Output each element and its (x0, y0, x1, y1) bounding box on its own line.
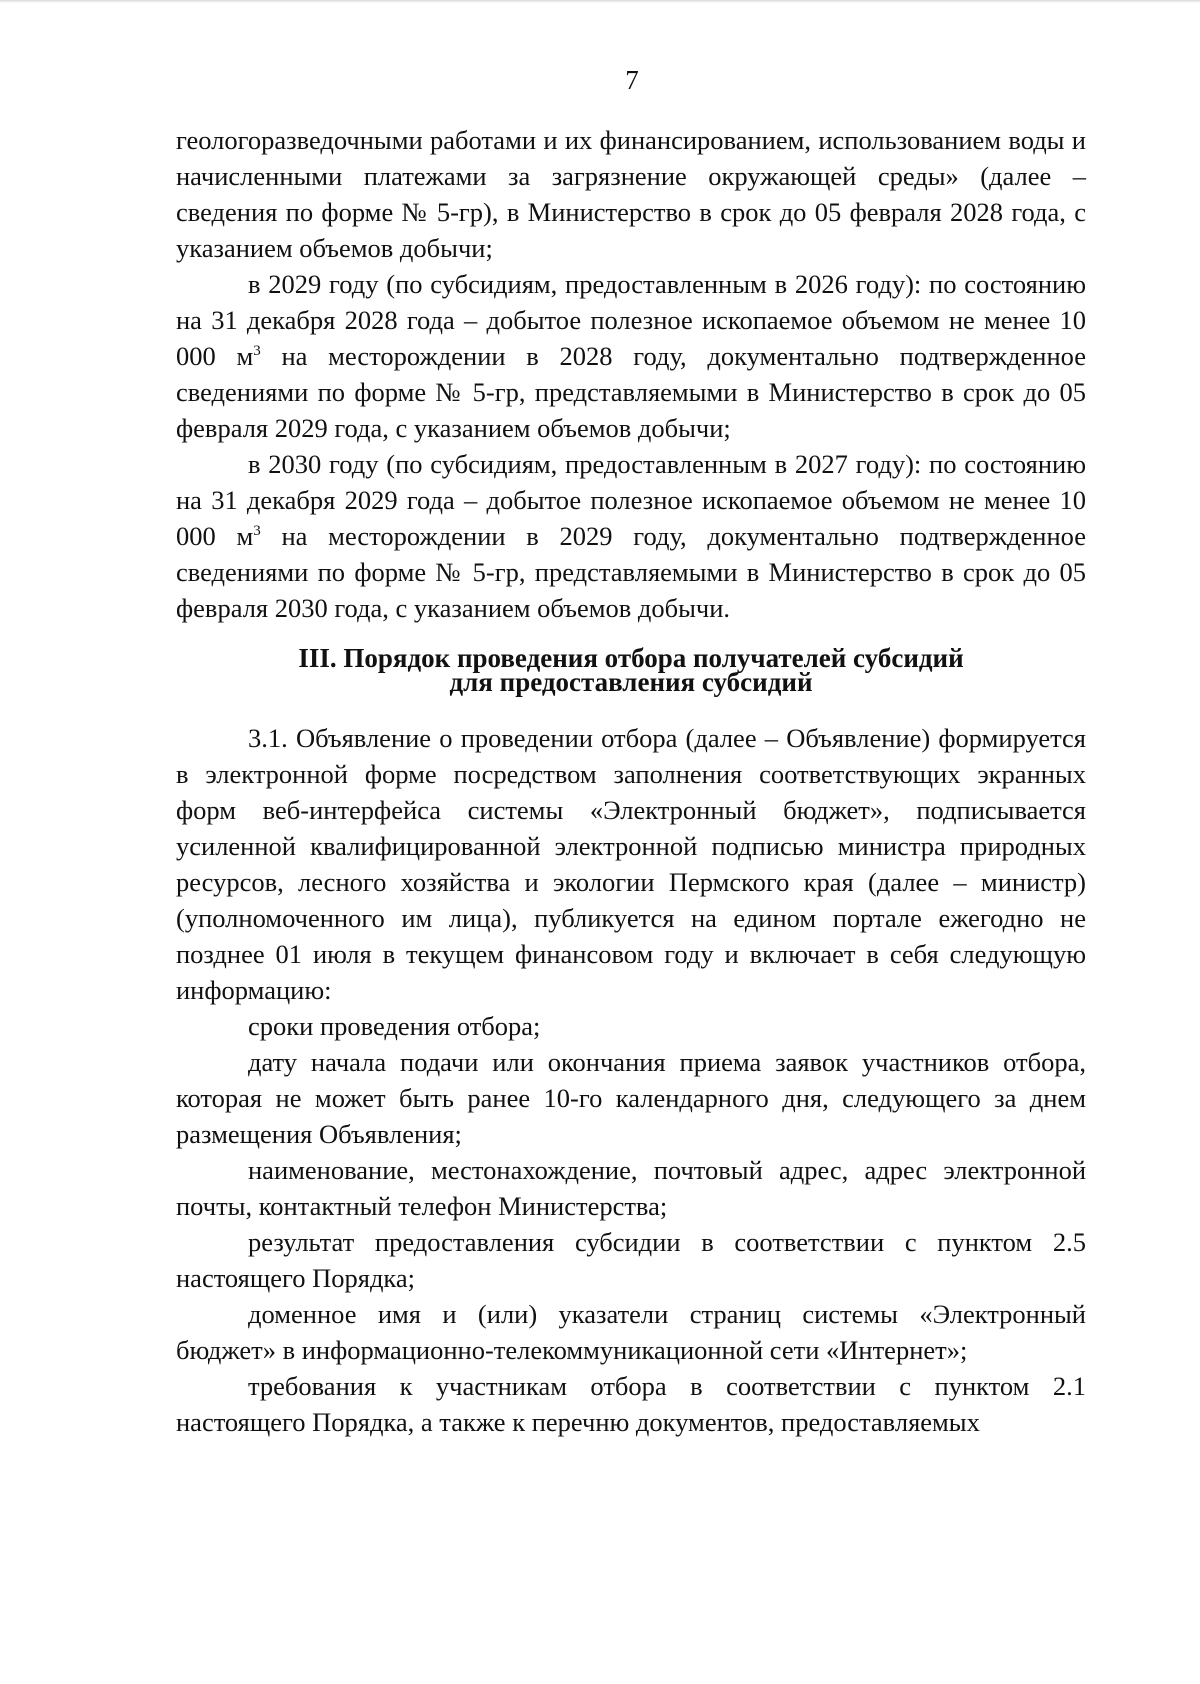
page-number: 7 (625, 65, 639, 95)
list-item: сроки проведения отбора; (248, 1011, 541, 1041)
paragraph-2029-text-b: на месторождении в 2028 году, документально подтвержденное сведениями по форме № 5-гр, представляемыми в Министерство в срок до 05 февраля 2029 года, с указанием объемов добычи; (176, 341, 1086, 443)
section-heading (176, 643, 1086, 697)
list-item: дату начала подачи или окончания приема заявок участников отбора, которая не может быть ранее 10-го календарного дня, следующего за днем размещения Объявления; (176, 1047, 1086, 1149)
superscript-cubic: 3 (253, 523, 261, 539)
superscript-cubic: 3 (253, 343, 261, 359)
list-item: наименование, местонахождение, почтовый адрес, адрес электронной почты, контактный телефон Министерства; (176, 1155, 1086, 1221)
section-heading-line-2: для предоставления субсидий (449, 667, 813, 697)
section-heading-line-1: III. Порядок проведения отбора получателей субсидий (298, 643, 964, 673)
paragraph-2029 (176, 266, 1086, 446)
list-item: результат предоставления субсидии в соответствии с пунктом 2.5 настоящего Порядка; (176, 1227, 1086, 1293)
paragraph-2030-text-b: на месторождении в 2029 году, документально подтвержденное сведениями по форме № 5-гр, представляемыми в Министерство в срок до 05 февраля 2030 года, с указанием объемов добычи. (176, 521, 1086, 623)
paragraph-2030-text-a: в 2030 году (по субсидиям, предоставленным в 2027 году): по состоянию на 31 декабря 2029 года – добытое полезное ископаемое объемом не менее 10 000 м (176, 449, 1086, 551)
paragraph-continued: геологоразведочными работами и их финансированием, использованием воды и начисленными платежами за загрязнение окружающей среды» (далее – сведения по форме № 5-гр), в Министерство в срок до 05 февраля 2028 года, с указанием объемов добычи; (176, 125, 1086, 263)
scan-edge (0, 0, 1200, 3)
paragraph-2030 (176, 446, 1086, 626)
list-item: требования к участникам отбора в соответствии с пунктом 2.1 настоящего Порядка, а также к перечню документов, предоставляемых (176, 1371, 1086, 1437)
list-item: доменное имя и (или) указатели страниц системы «Электронный бюджет» в информационно-телекоммуникационной сети «Интернет»; (176, 1299, 1086, 1365)
paragraph-2029-text-a: в 2029 году (по субсидиям, предоставленным в 2026 году): по состоянию на 31 декабря 2028 года – добытое полезное ископаемое объемом не менее 10 000 м (176, 269, 1086, 371)
document-body (176, 122, 1086, 1440)
paragraph-3-1: 3.1. Объявление о проведении отбора (далее – Объявление) формируется в электронной форме посредством заполнения соответствующих экранных форм веб-интерфейса системы «Электронный бюджет», подписывается усиленной квалифицированной электронной подписью министра природных ресурсов, лесного хозяйства и экологии Пермского края (далее – министр) (уполномоченного им лица), публикуется на едином портале ежегодно не позднее 01 июля в текущем финансовом году и включает в себя следующую информацию: (176, 723, 1086, 1005)
